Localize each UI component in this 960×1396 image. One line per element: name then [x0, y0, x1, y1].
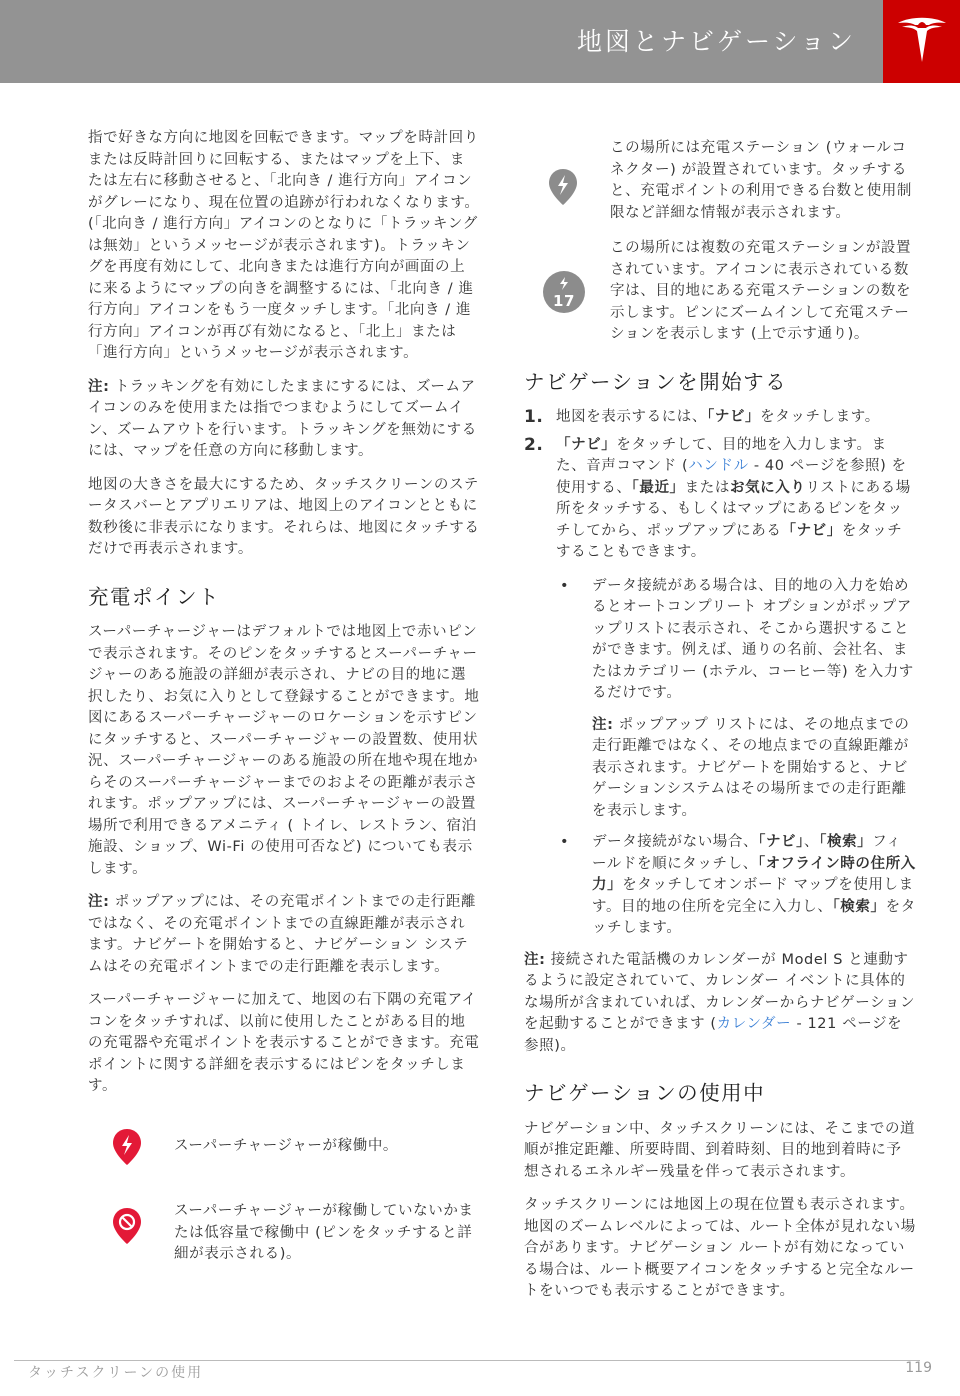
legend-wall-connector — [524, 138, 916, 224]
note-text: トラッキングを有効にしたままにするには、ズームアイコンのみを使用または指でつまむようにしてズームイン、ズームアウトを行います。トラッキングを無効にするには、マップを任意の方向に移動します。 — [88, 378, 477, 459]
note-text: ポップアップには、その充電ポイントまでの走行距離ではなく、その充電ポイントまでの直線距離が表示されます。ナビゲートを開始すると、ナビゲーション システムはその充電ポイントまでの走行距離を表示します。 — [88, 894, 477, 975]
paragraph-supercharger: スーパーチャージャーはデフォルトでは地図上で赤いピンで表示されます。そのピンをタッチするとスーパーチャージャーのある施設の詳細が表示され、ナビの目的地に選択したり、お気に入りとして登録することができます。地図にあるスーパーチャージャーのロケーションを示すピンにタッチすると、スーパーチャージャーの設置数、使用状況、スーパーチャージャーのある施設の所在地や現在地からそのスーパーチャージャーまでのおよその距離が表示されます。ポップアップには、スーパーチャージャーの設置場所で利用できるアメニティ ( トイレ、レストラン、宿泊施設、ショップ、Wi-Fi の使用可否など) についても表示します。 — [88, 624, 480, 877]
paragraph-map-size: 地図の大きさを最大にするため、タッチスクリーンのステータスバーとアプリエリアは、地図上のアイコンとともに数秒後に非表示になります。それらは、地図にタッチするだけで再表示されます。 — [88, 476, 480, 557]
step-number: 1. — [524, 407, 544, 427]
bullet-with-data: • データ接続がある場合は、目的地の入力を始めるとオートコンプリート オプションがポップアップリストに表示され、そこから選択することができます。例えば、通りの名前、会社名、またはカテゴリー (ホテル、コーヒー等) を入力するだけです。 注: ポップアップ リストには、その地点までの走行距離ではなく、その地点までの直線距離が表示されます。ナビゲートを開始すると、ナビゲーションシステムはその場所までの走行距離を表示します。 — [556, 576, 916, 823]
step-2: 2. 「ナビ」をタッチして、目的地を入力します。また、音声コマンド (ハンドル - 40 ページを参照) を使用する、「最近」またはお気に入りリストにある場所をタッチする、もしくはマップにあるピンをタッチしてから、ポップアップにある「ナビ」をタッチすることもできます。 • データ接続がある場合は、目的地の入力を始めるとオートコンプリート オプションがポップアップリストに表示され、そこから選択することができます。例えば、通りの名前、会社名、またはカテゴリー (ホテル、コーヒー等) を入力するだけです。 注: ポップアップ リストには、その地点までの走行距離ではなく、その地点までの直線距離が表示されます。ナビゲートを開始すると、ナビゲーションシステムはその場所までの走行距離を表示します。 • データ接続がない場合、「ナビ」、「検索」フィールドを順にタッチし、「オフライン時の住所入力」をタッチしてオンボード マップを使用します。目的地の住所を完全に入力し、「検索」をタッチします。 — [524, 435, 916, 940]
heading-start-navigation: ナビゲーションを開始する — [524, 369, 788, 394]
step-1: 1. 地図を表示するには、「ナビ」をタッチします。 — [524, 407, 880, 427]
note-popup-list: 注: ポップアップ リストには、その地点までの走行距離ではなく、その地点までの直線距離が表示されます。ナビゲートを開始すると、ナビゲーションシステムはその場所までの走行距離を表示します。 — [592, 716, 910, 819]
supercharger-inactive-pin-icon — [112, 1207, 142, 1245]
right-column — [524, 138, 916, 1315]
paragraph-navigation-info: ナビゲーション中、タッチスクリーンには、そこまでの道順が推定距離、所要時間、到着時刻、目的地到着時に予想されるエネルギー残量を伴って表示されます。 — [524, 1120, 916, 1180]
footer-section-title: タッチスクリーンの使用 — [28, 1365, 204, 1381]
note-popup-distance — [88, 892, 480, 978]
page-header — [0, 0, 960, 83]
note-label: 注: — [88, 894, 110, 910]
heading-charging-points: 充電ポイント — [88, 584, 220, 609]
legend-supercharger-inactive — [88, 1201, 480, 1266]
note-label: 注: — [88, 378, 110, 395]
tesla-logo-icon — [896, 14, 948, 70]
heading-navigation-in-use: ナビゲーションの使用中 — [524, 1081, 766, 1105]
wall-connector-pin-icon — [548, 168, 578, 206]
page-title: 地図とナビゲーション — [576, 27, 856, 56]
legend-text: この場所には充電ステーション (ウォールコネクター) が設置されています。タッチすると、充電ポイントの利用できる台数と使用制限など詳細な情報が表示されます。 — [610, 140, 912, 221]
station-count: 17 — [552, 292, 576, 310]
legend-multiple-stations — [524, 238, 916, 346]
footer-divider — [14, 1360, 920, 1361]
brand-logo-box — [883, 0, 960, 83]
bullet-list — [556, 576, 916, 940]
steps-list — [524, 407, 916, 940]
page-number: 119 — [905, 1360, 932, 1376]
supercharger-active-pin-icon — [112, 1128, 142, 1166]
bullet-without-data: • データ接続がない場合、「ナビ」、「検索」フィールドを順にタッチし、「オフライン時の住所入力」をタッチしてオンボード マップを使用します。目的地の住所を完全に入力し、「検索」をタッチします。 — [560, 834, 916, 936]
multiple-stations-badge-icon — [542, 270, 586, 314]
legend-supercharger-active — [88, 1128, 480, 1174]
left-column — [88, 128, 480, 1276]
paragraph-charge-icon: スーパーチャージャーに加えて、地図の右下隅の充電アイコンをタッチすれば、以前に使用したことがある目的地の充電器や充電ポイントを表示することができます。充電ポイントに関する詳細を表示するにはピンをタッチします。 — [88, 992, 480, 1094]
note-calendar: 注: 接続された電話機のカレンダーが Model S と連動するように設定されていて、カレンダー イベントに具体的な場所が含まれていれば、カレンダーからナビゲーションを起動することができます (カレンダー - 121 ページを参照)。 — [524, 951, 916, 1054]
legend-text: スーパーチャージャーが稼働中。 — [174, 1137, 399, 1154]
link-handle[interactable]: ハンドル — [688, 458, 749, 474]
link-calendar[interactable]: カレンダー — [716, 1016, 792, 1032]
legend-text: スーパーチャージャーが稼働していないかまたは低容量で稼働中 (ピンをタッチすると詳細が表示される)。 — [174, 1203, 474, 1262]
step-number: 2. — [524, 434, 544, 455]
paragraph-route-overview: タッチスクリーンには地図上の現在位置も表示されます。地図のズームレベルによっては、ルート全体が見れない場合があります。ナビゲーション ルートが有効になっている場合は、ルート概要アイコンをタッチすると完全なルートをいつでも表示することができます。 — [524, 1197, 916, 1299]
note-tracking — [88, 377, 480, 463]
legend-text: この場所には複数の充電ステーションが設置されています。アイコンに表示されている数字は、目的地にある充電ステーションの数を示します。ピンにズームインして充電ステーションを表示します (上で示す通り)。 — [610, 240, 912, 342]
paragraph-map-rotation: 指で好きな方向に地図を回転できます。マップを時計回りまたは反時計回りに回転する、またはマップを上下、または左右に移動させると、「北向き / 進行方向」アイコンがグレーになり、現在位置の追跡が行われなくなります。(「北向き / 進行方向」アイコンのとなりに「トラッキングは無効」というメッセージが表示されます)。トラッキングを再度有効にして、北向きまたは進行方向が画面の上に来るようにマップの向きを調整するには、「北向き / 進行方向」アイコンをもう一度タッチします。「北向き / 進行方向」アイコンが再び有効になると、「北上」または「進行方向」というメッセージが表示されます。 — [88, 130, 480, 361]
